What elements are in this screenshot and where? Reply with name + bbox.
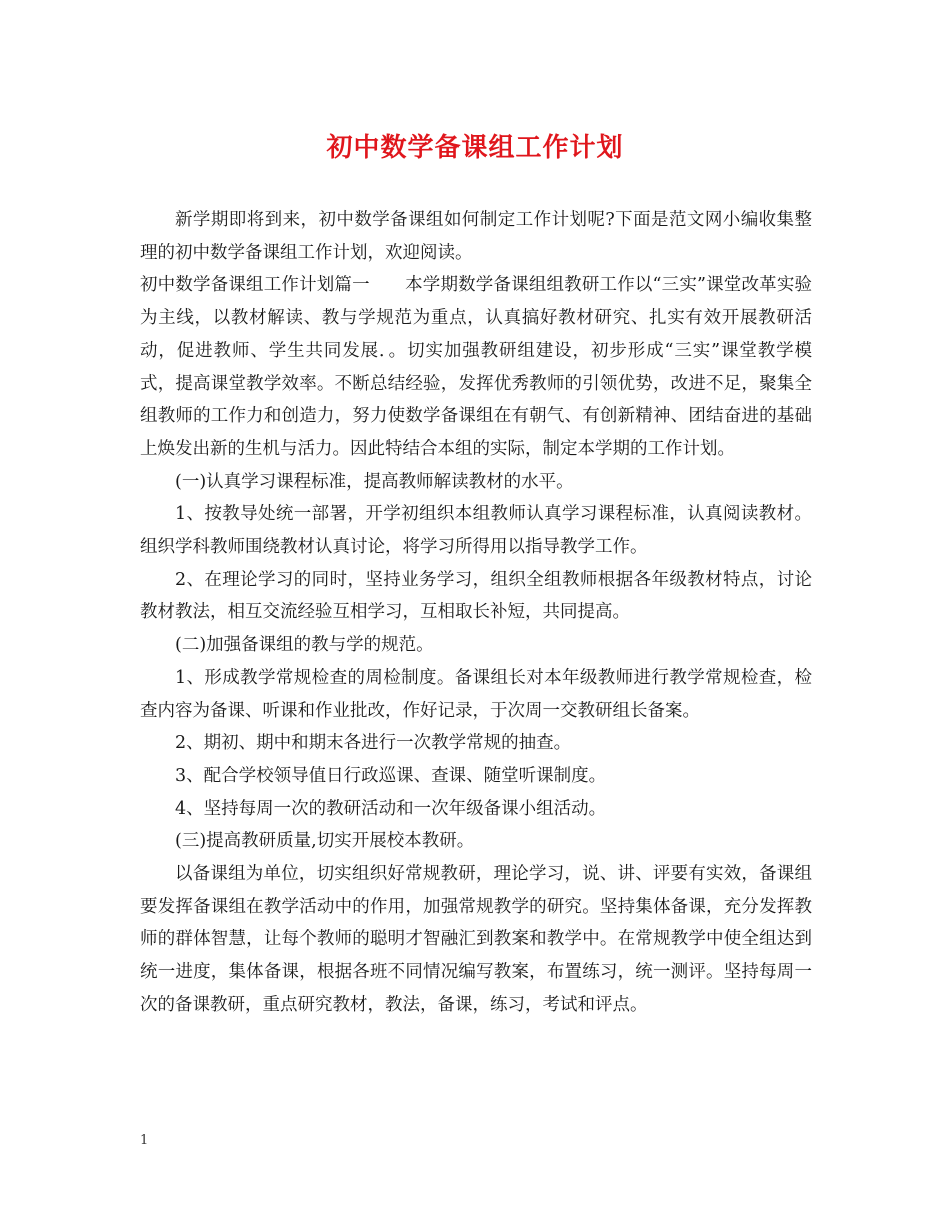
page-number: 1 — [140, 1133, 149, 1148]
paragraph-item: 4、坚持每周一次的教研活动和一次年级备课小组活动。 — [175, 798, 607, 819]
paragraph-intro: 新学期即将到来，初中数学备课组如何制定工作计划呢?下面是范文网小编收集整理的初中数学备课组工作计划，欢迎阅读。 — [140, 210, 812, 263]
paragraph-item: 3、配合学校领导值日行政巡课、查课、随堂听课制度。 — [175, 765, 607, 786]
paragraph-item: 2、在理论学习的同时，坚持业务学习，组织全组教师根据各年级教材特点，讨论教材教法，相互交流经验互相学习，互相取长补短，共同提高。 — [140, 569, 812, 623]
document-body — [140, 204, 812, 1022]
paragraph-item: 1、形成教学常规检查的周检制度。备课组长对本年级教师进行教学常规检查，检查内容为备课、听课和作业批改，作好记录，于次周一交教研组长备案。 — [140, 667, 812, 721]
paragraph-teaching-research: 以备课组为单位，切实组织好常规教研，理论学习，说、讲、评要有实效，备课组要发挥备课组在教学活动中的作用，加强常规教学的研究。坚持集体备课，充分发挥教师的群体智慧，让每个教师的聪明才智融汇到教案和教学中。在常规教学中使全组达到统一进度，集体备课，根据各班不同情况编写教案，布置练习，统一测评。坚持每周一次的备课教研，重点研究教材，教法，备课，练习，考试和评点。 — [140, 864, 812, 1015]
section-heading-2: (二)加强备课组的教与学的规范。 — [175, 635, 434, 656]
paragraph-plan-overview: 初中数学备课组工作计划篇一 本学期数学备课组组教研工作以“三实”课堂改革实验为主线，以教材解读、教与学规范为重点，认真搞好教材研究、扎实有效开展教研活动，促进教师、学生共同发展．。切实加强教研组建设，初步形成“三实”课堂教学模式，提高课堂教学效率。不断总结经验，发挥优秀教师的引领优势，改进不足，聚集全组教师的工作力和创造力，努力使数学备课组在有朝气、有创新精神、团结奋进的基础上焕发出新的生机与活力。因此特结合本组的实际，制定本学期的工作计划。 — [140, 275, 812, 459]
section-heading-3: (三)提高教研质量,切实开展校本教研。 — [175, 831, 475, 852]
document-title: 初中数学备课组工作计划 — [326, 133, 624, 163]
section-heading-1: (一)认真学习课程标准，提高教师解读教材的水平。 — [175, 471, 574, 492]
paragraph-item: 1、按教导处统一部署，开学初组织本组教师认真学习课程标准，认真阅读教材。组织学科教师围绕教材认真讨论，将学习所得用以指导教学工作。 — [140, 504, 812, 558]
paragraph-item: 2、期初、期中和期末各进行一次教学常规的抽查。 — [175, 733, 572, 754]
